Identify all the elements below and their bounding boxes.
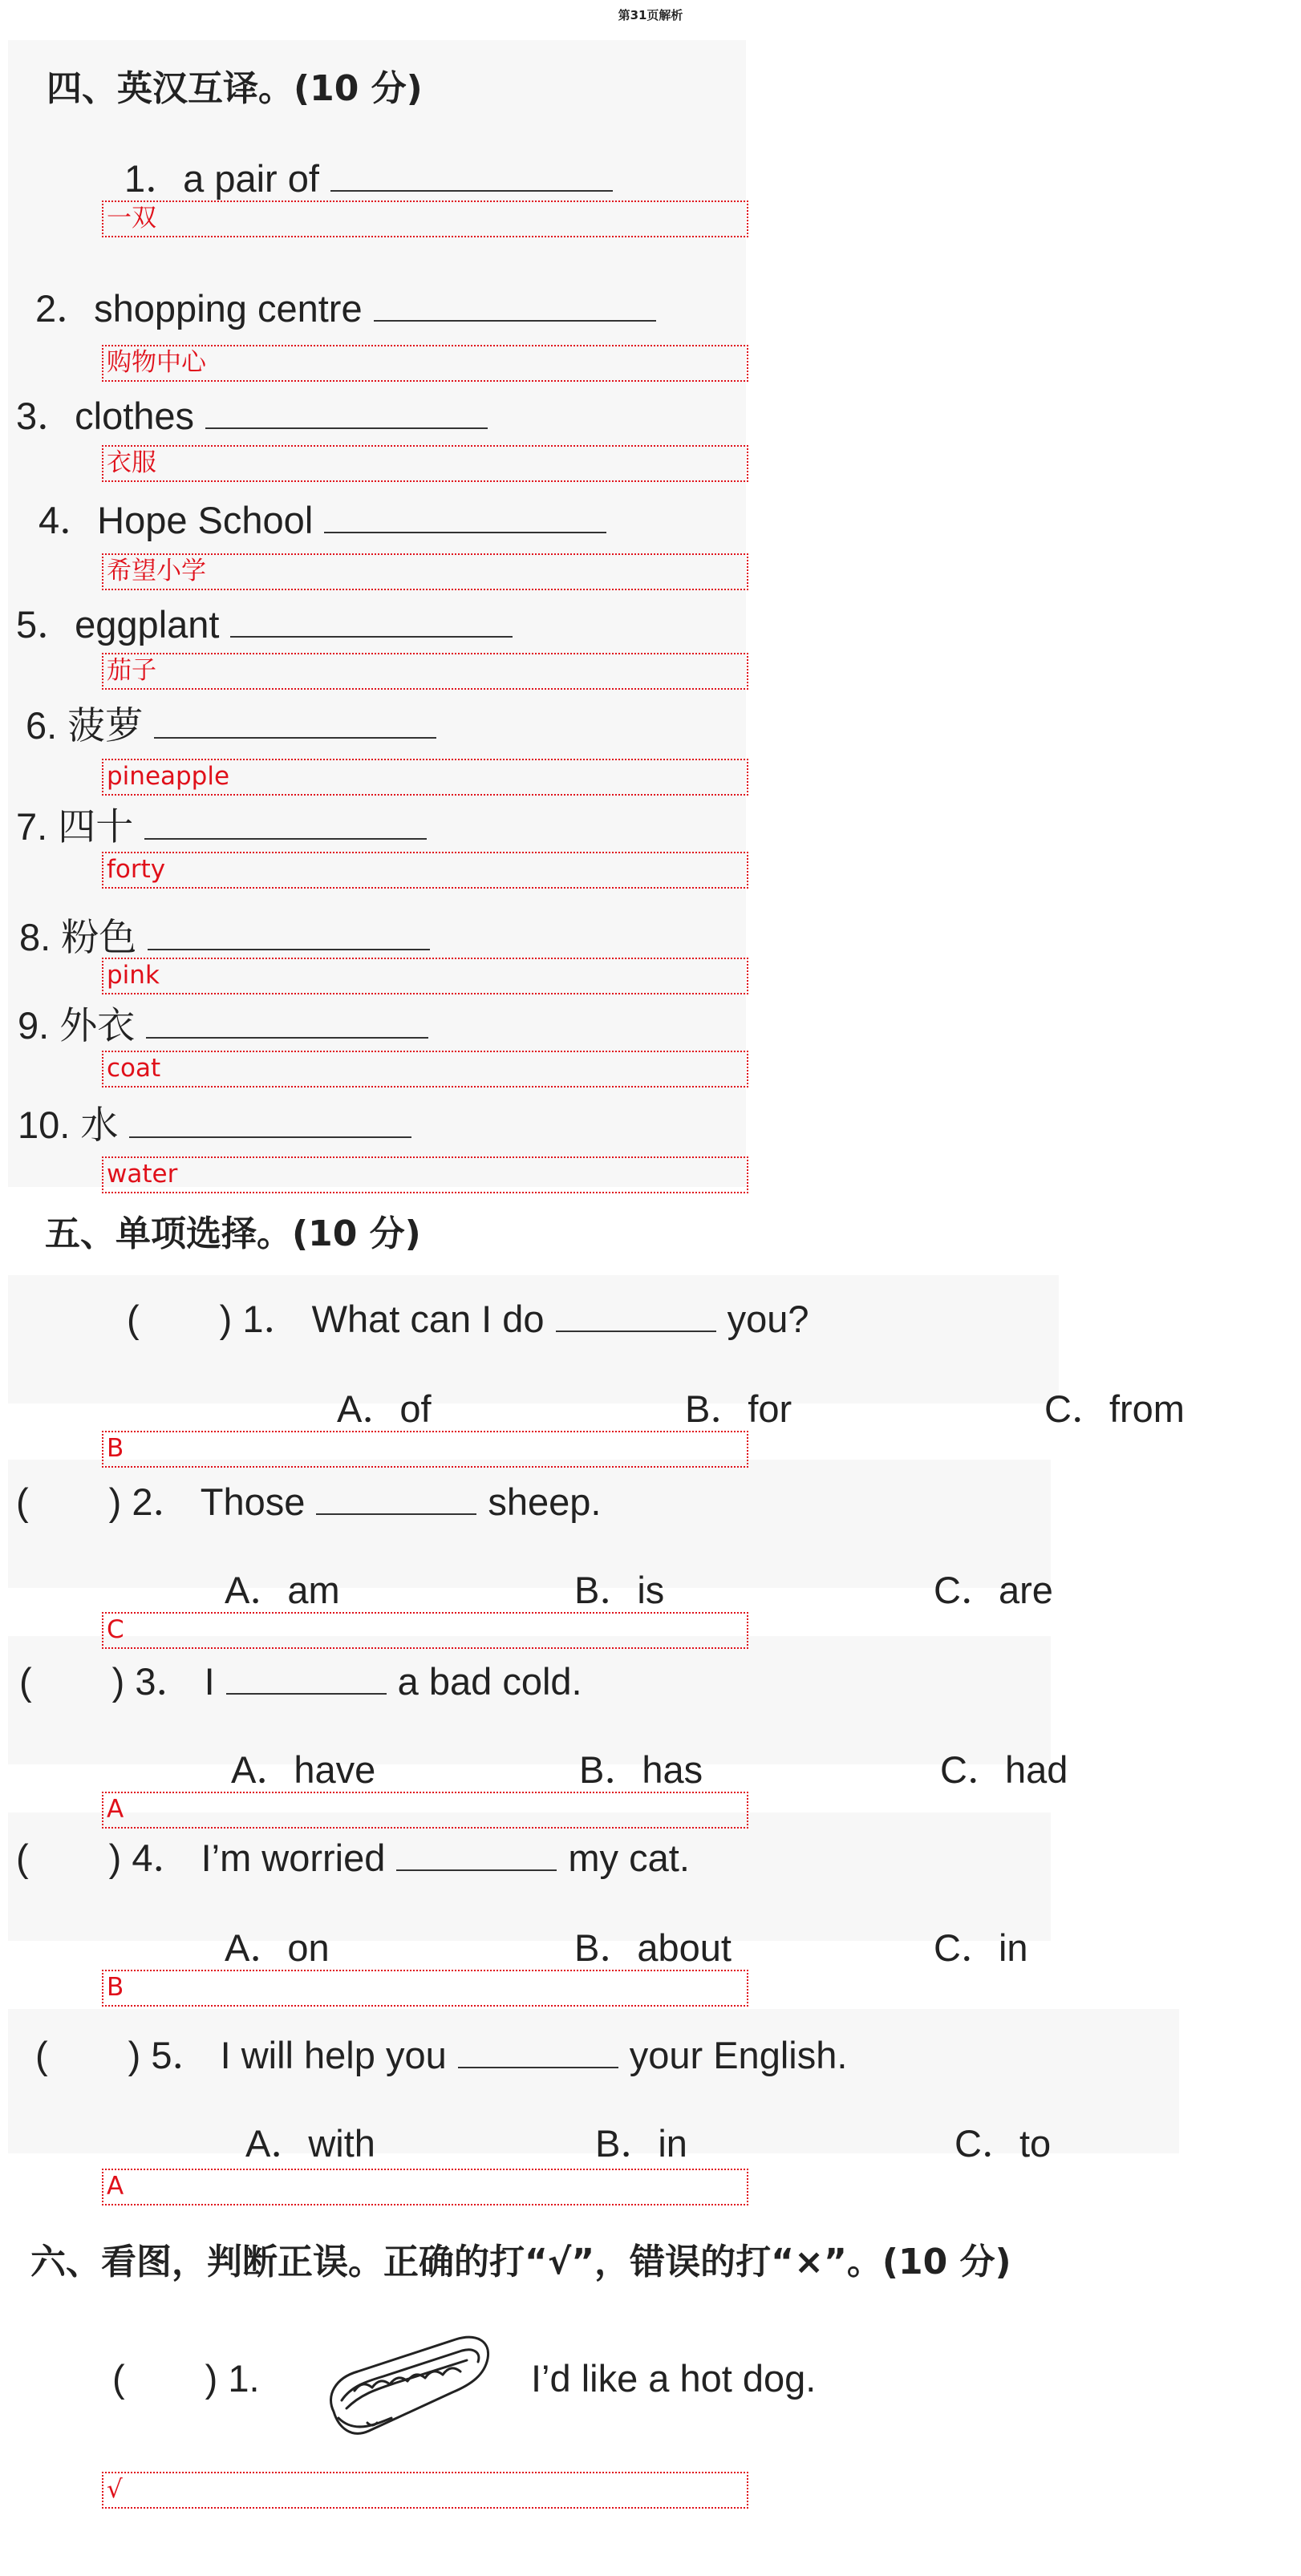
answer-blank <box>458 2035 618 2068</box>
answer-blank <box>226 1661 387 1695</box>
answer-paren-close: ) <box>205 2357 218 2400</box>
question-line <box>16 1472 602 1526</box>
answer-paren-open: ( <box>127 1298 140 1340</box>
answer-box: A <box>102 1792 748 1829</box>
answer-blank <box>324 500 606 533</box>
question-text-after: sheep. <box>488 1480 602 1523</box>
question-line <box>124 149 613 203</box>
question-prompt: 8. 粉色 <box>19 916 137 958</box>
section-title: 六、看图，判断正误。正确的打“√”，错误的打“×”。(10 分) <box>30 2242 1011 2282</box>
question-number: 3． <box>135 1660 194 1703</box>
option-b: B．for <box>685 1387 792 1430</box>
answer-box: B <box>102 1431 748 1468</box>
question-line <box>16 595 513 649</box>
section-title: 五、单项选择。(10 分) <box>45 1213 421 1254</box>
answer-paren-close: ) <box>108 1480 122 1523</box>
answer-blank <box>129 1104 411 1138</box>
answer-box: 一双 <box>102 200 748 237</box>
option-c: C．to <box>954 2122 1052 2165</box>
answer-blank <box>556 1298 716 1332</box>
answer-paren-close: ) <box>111 1660 125 1703</box>
question-prompt: 5．eggplant <box>16 603 220 646</box>
question-text-before: I will help you <box>220 2034 447 2076</box>
answer-blank <box>154 705 436 739</box>
option-c: C．in <box>934 1926 1028 1969</box>
question-line <box>35 2026 847 2080</box>
question-number: 1． <box>242 1298 302 1340</box>
question-text-before: I’m worried <box>201 1837 386 1879</box>
answer-paren-close: ) <box>219 1298 233 1340</box>
option-a: A．with <box>245 2122 375 2165</box>
option-a: A．have <box>231 1748 376 1791</box>
question-prompt: 3．clothes <box>16 395 195 437</box>
question-line <box>112 2356 260 2400</box>
question-text-after: a bad cold. <box>397 1660 582 1703</box>
answer-paren-close: ) <box>108 1837 122 1879</box>
answer-paren-open: ( <box>19 1660 32 1703</box>
page-header: 第31页解析 <box>618 8 683 22</box>
question-prompt: 2．shopping centre <box>35 287 363 330</box>
answer-blank <box>148 917 430 950</box>
option-a: A．am <box>225 1569 340 1611</box>
question-text-after: your English. <box>629 2034 848 2076</box>
question-number: 2． <box>132 1480 191 1523</box>
option-c: C．are <box>934 1569 1053 1611</box>
question-line <box>127 1290 809 1343</box>
question-text-after: you? <box>727 1298 809 1340</box>
answer-box: 茄子 <box>102 653 748 690</box>
option-c: C．had <box>940 1748 1068 1791</box>
question-line <box>39 491 606 545</box>
section-title: 四、英汉互译。(10 分) <box>47 68 423 109</box>
question-prompt: 1．a pair of <box>124 157 319 200</box>
answer-box: √ <box>102 2472 748 2509</box>
question-text-before: I <box>204 1660 215 1703</box>
answer-paren-open: ( <box>35 2034 48 2076</box>
answer-box: pink <box>102 958 748 994</box>
answer-box: 衣服 <box>102 445 748 482</box>
answer-paren-open: ( <box>112 2357 125 2400</box>
question-prompt: 4．Hope School <box>39 499 314 541</box>
question-line <box>16 797 427 851</box>
question-prompt: 10. 水 <box>18 1104 119 1146</box>
hot-dog-picture <box>319 2322 496 2450</box>
question-line <box>16 387 488 440</box>
question-line <box>35 279 656 333</box>
question-line <box>19 908 430 962</box>
answer-blank <box>374 288 656 322</box>
answer-paren-open: ( <box>16 1837 29 1879</box>
answer-box: B <box>102 1970 748 2007</box>
question-text-before: What can I do <box>311 1298 545 1340</box>
question-line <box>18 1096 411 1149</box>
answer-box: coat <box>102 1051 748 1088</box>
answer-blank <box>396 1837 557 1871</box>
question-text-after: my cat. <box>568 1837 690 1879</box>
option-b: B．has <box>579 1748 703 1791</box>
answer-paren-close: ) <box>128 2034 141 2076</box>
answer-box: pineapple <box>102 759 748 796</box>
answer-box: A <box>102 2169 748 2205</box>
question-prompt: 6. 菠萝 <box>26 704 144 747</box>
answer-blank <box>144 806 427 840</box>
option-b: B．is <box>574 1569 665 1611</box>
question-line <box>19 1652 582 1706</box>
question-number: 1. <box>228 2357 260 2400</box>
question-line <box>18 996 428 1050</box>
answer-box: 购物中心 <box>102 345 748 382</box>
question-prompt: 9. 外衣 <box>18 1004 136 1047</box>
answer-paren-open: ( <box>16 1480 29 1523</box>
answer-box: C <box>102 1612 748 1649</box>
option-a: A．of <box>337 1387 432 1430</box>
answer-box: forty <box>102 852 748 889</box>
answer-blank <box>146 1005 428 1039</box>
question-prompt: 7. 四十 <box>16 805 134 848</box>
option-b: B．about <box>574 1926 732 1969</box>
question-line <box>16 1829 690 1882</box>
question-number: 5． <box>151 2034 210 2076</box>
question-sentence: I’d like a hot dog. <box>531 2357 817 2400</box>
answer-blank <box>330 158 613 192</box>
question-line <box>26 696 436 750</box>
option-c: C．from <box>1044 1387 1185 1430</box>
answer-blank <box>205 395 488 429</box>
option-a: A．on <box>225 1926 330 1969</box>
answer-blank <box>230 604 513 638</box>
answer-blank <box>316 1481 476 1515</box>
question-text-before: Those <box>200 1480 306 1523</box>
option-b: B．in <box>595 2122 687 2165</box>
question-number: 4． <box>132 1837 191 1879</box>
answer-box: water <box>102 1156 748 1193</box>
answer-box: 希望小学 <box>102 553 748 590</box>
